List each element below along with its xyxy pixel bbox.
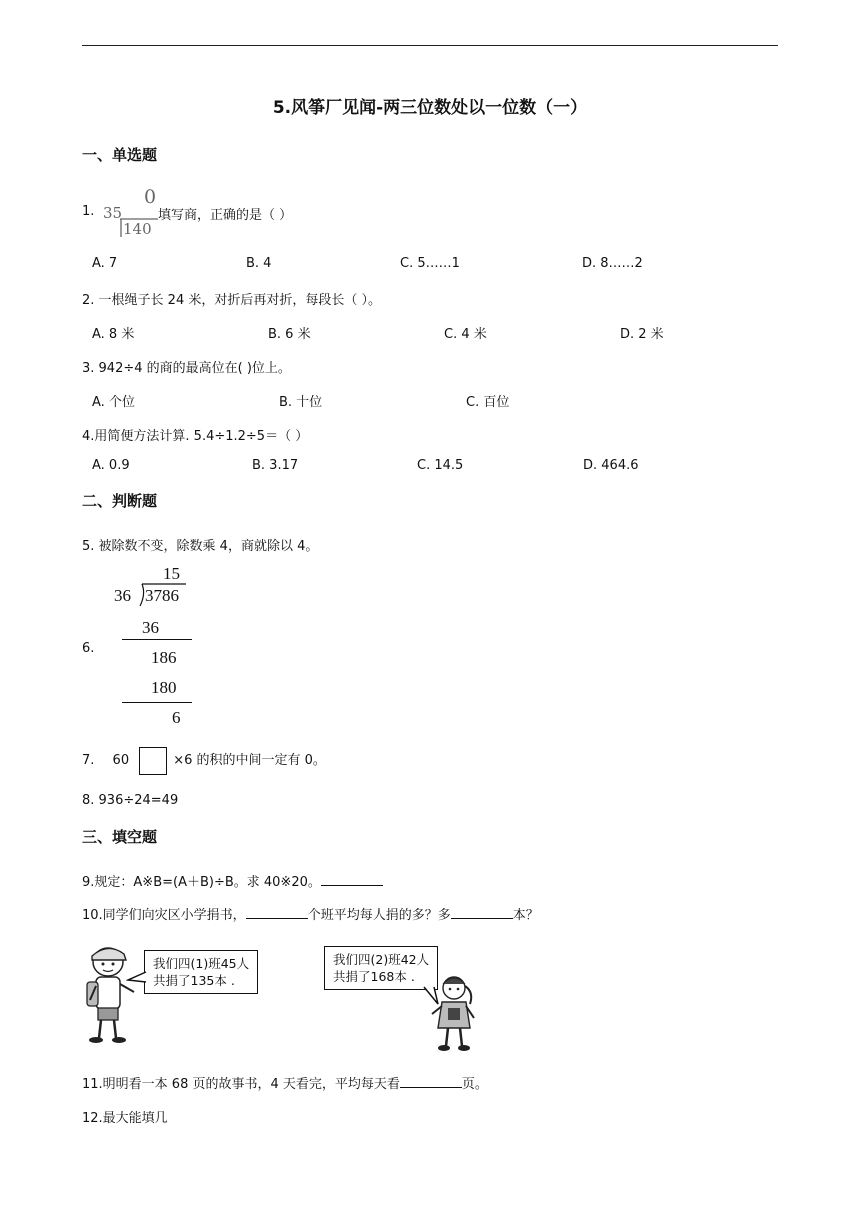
question-9-blank[interactable] <box>321 873 383 886</box>
section-heading-true-false: 二、判断题 <box>82 492 158 510</box>
page-title: 5.风筝厂见闻-两三位数处以一位数（一） <box>272 98 588 118</box>
girl-illustration <box>428 974 478 1054</box>
speech-bubble-left <box>144 950 258 994</box>
question-1-number: 1. <box>82 204 95 219</box>
q4-option-c[interactable]: C. 14.5 <box>417 458 464 473</box>
bubble-left-tail <box>126 970 148 986</box>
q4-option-b[interactable]: B. 3.17 <box>252 458 299 473</box>
question-5-text: 5. 被除数不变，除数乘 4，商就除以 4。 <box>82 539 319 554</box>
q1-option-c[interactable]: C. 5……1 <box>400 256 460 271</box>
question-10-part-3: 本？ <box>512 908 539 923</box>
q1-option-b[interactable]: B. 4 <box>246 256 272 271</box>
question-10-part-1: 10.同学们向灾区小学捐书， <box>82 908 246 923</box>
q3-option-c[interactable]: C. 百位 <box>466 395 510 410</box>
question-1-division-figure <box>100 186 160 238</box>
q6-step-3: 180 <box>151 678 177 697</box>
q1-quotient: 0 <box>144 186 157 208</box>
question-11-blank[interactable] <box>400 1075 462 1088</box>
question-11-part-1: 11.明明看一本 68 页的故事书，4 天看完，平均每天看 <box>82 1077 400 1092</box>
question-9 <box>82 871 383 890</box>
question-10-part-2: 个班平均每人捐的多？多 <box>307 908 451 923</box>
question-4-text: 4.用简便方法计算. 5.4÷1.2÷5＝（ ） <box>82 429 309 444</box>
q3-option-a[interactable]: A. 个位 <box>92 395 135 410</box>
q6-remainder: 6 <box>172 708 181 727</box>
q1-divisor: 35 <box>103 204 123 222</box>
q2-option-c[interactable]: C. 4 米 <box>444 327 487 342</box>
q4-option-a[interactable]: A. 0.9 <box>92 458 130 473</box>
question-11-part-2: 页。 <box>461 1077 488 1092</box>
bubble-left-line-2: 共捐了135本 . <box>153 973 235 988</box>
q2-option-b[interactable]: B. 6 米 <box>268 327 311 342</box>
question-10 <box>82 904 539 923</box>
question-2-text: 2. 一根绳子长 24 米，对折后再对折，每段长（ ）。 <box>82 293 381 308</box>
bubble-right-line-2: 共捐了168本 . <box>333 969 415 984</box>
q6-divisor: 36 <box>114 586 131 605</box>
bubble-right-line-1: 我们四(2)班42人 <box>333 952 430 967</box>
q6-line-2 <box>122 702 192 703</box>
section-heading-single-choice: 一、单选题 <box>82 146 158 164</box>
q6-step-1: 36 <box>142 618 159 637</box>
section-heading-fill-blank: 三、填空题 <box>82 828 158 846</box>
question-3-text: 3. 942÷4 的商的最高位在( )位上。 <box>82 361 291 376</box>
q6-line-1 <box>122 639 192 640</box>
q6-step-2: 186 <box>151 648 177 667</box>
speech-bubble-right <box>324 946 438 990</box>
question-7 <box>82 746 326 776</box>
question-12-text: 12.最大能填几 <box>82 1111 168 1126</box>
question-1-text: 填写商，正确的是（ ） <box>158 208 293 223</box>
question-8-text: 8. 936÷24=49 <box>82 793 179 808</box>
question-7-answer-box[interactable] <box>139 747 167 775</box>
question-6-long-division <box>110 564 200 732</box>
q6-quotient: 15 <box>163 564 180 583</box>
question-7-number: 7. <box>82 753 95 768</box>
bubble-left-line-1: 我们四(1)班45人 <box>153 956 250 971</box>
question-11 <box>82 1073 488 1092</box>
boy-illustration <box>82 942 142 1046</box>
q3-option-b[interactable]: B. 十位 <box>279 395 323 410</box>
q4-option-d[interactable]: D. 464.6 <box>583 458 639 473</box>
question-10-blank-1[interactable] <box>246 906 308 919</box>
question-10-blank-2[interactable] <box>451 906 513 919</box>
q1-dividend: 140 <box>123 220 152 238</box>
question-7-prefix: 60 <box>112 753 130 768</box>
q1-option-d[interactable]: D. 8……2 <box>582 256 643 271</box>
question-9-text: 9.规定：A※B=(A＋B)÷B。求 40※20。 <box>82 875 321 890</box>
q2-option-d[interactable]: D. 2 米 <box>620 327 664 342</box>
question-7-suffix: ×6 的积的中间一定有 0。 <box>173 753 326 768</box>
header-rule <box>82 45 778 46</box>
q1-option-a[interactable]: A. 7 <box>92 256 118 271</box>
q6-dividend: 3786 <box>145 586 179 605</box>
question-6-number: 6. <box>82 641 95 656</box>
q2-option-a[interactable]: A. 8 米 <box>92 327 135 342</box>
